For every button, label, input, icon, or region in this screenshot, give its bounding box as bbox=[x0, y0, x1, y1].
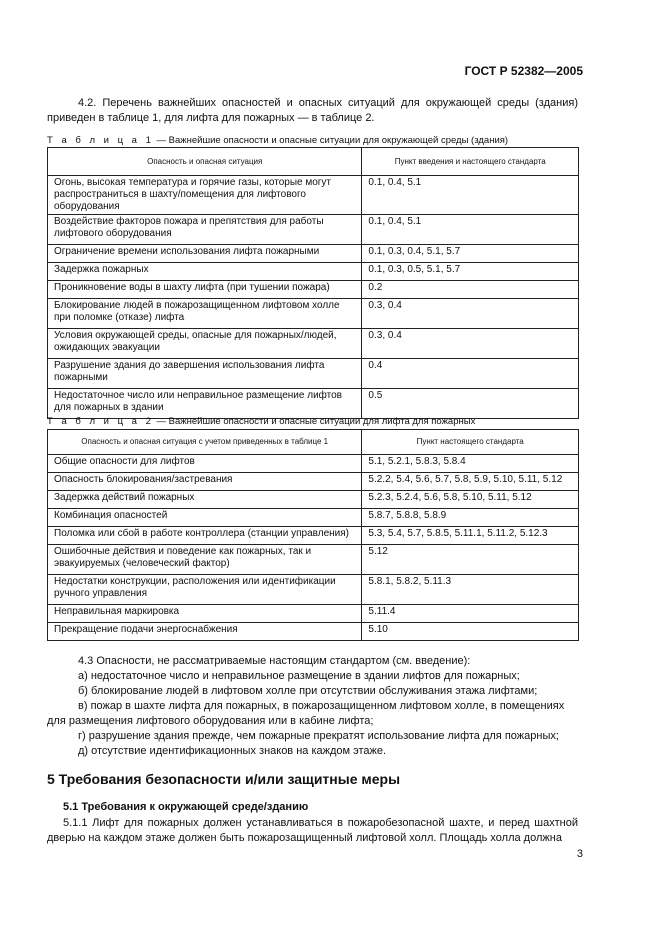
clause-cell: 0.5 bbox=[362, 389, 579, 419]
exclusion-item-a: а) недостаточное число и неправильное размещение в здании лифтов для пожарных; bbox=[78, 670, 520, 682]
table-row bbox=[48, 329, 579, 359]
clause-cell: 5.11.4 bbox=[362, 605, 579, 623]
table-row bbox=[48, 263, 579, 281]
table2-caption-prefix: Т а б л и ц а 2 bbox=[47, 416, 154, 427]
hazard-cell: Комбинация опасностей bbox=[48, 509, 362, 527]
hazard-cell: Прекращение подачи энергоснабжения bbox=[48, 623, 362, 641]
clause-cell: 0.3, 0.4 bbox=[362, 329, 579, 359]
clause-cell: 0.1, 0.4, 5.1 bbox=[362, 215, 579, 245]
table1-header-hazard: Опасность и опасная ситуация bbox=[48, 148, 362, 176]
hazard-cell: Поломка или сбой в работе контроллера (станции управления) bbox=[48, 527, 362, 545]
table-row bbox=[48, 176, 579, 215]
table-row bbox=[48, 245, 579, 263]
table-row bbox=[48, 455, 579, 473]
table-environment-hazards bbox=[47, 147, 579, 419]
table-row bbox=[48, 527, 579, 545]
hazard-cell: Задержка действий пожарных bbox=[48, 491, 362, 509]
exclusion-item-e: д) отсутствие идентификационных знаков на каждом этаже. bbox=[78, 745, 387, 757]
exclusion-item-d: г) разрушение здания прежде, чем пожарные прекратят использование лифта для пожарных; bbox=[78, 730, 559, 742]
intro-paragraph: 4.2. Перечень важнейших опасностей и опасных ситуаций для окружающей среды (здания) приведен в таблице 1, для лифта для пожарных — в таблице 2. bbox=[47, 97, 578, 124]
hazard-cell: Проникновение воды в шахту лифта (при тушении пожара) bbox=[48, 281, 362, 299]
clause-cell: 5.8.1, 5.8.2, 5.11.3 bbox=[362, 575, 579, 605]
hazard-cell: Общие опасности для лифтов bbox=[48, 455, 362, 473]
table1-caption bbox=[47, 135, 508, 146]
section-4-3-lead: 4.3 Опасности, не рассматриваемые настоящим стандартом (см. введение): bbox=[78, 655, 471, 667]
table1-caption-prefix: Т а б л и ц а 1 bbox=[47, 135, 154, 146]
table1-caption-text: — Важнейшие опасности и опасные ситуации для окружающей среды (здания) bbox=[153, 135, 509, 146]
table-row bbox=[48, 299, 579, 329]
table2-caption-text: — Важнейшие опасности и опасные ситуации для лифта для пожарных bbox=[153, 416, 476, 427]
table-row bbox=[48, 545, 579, 575]
table2-header-clause: Пункт настоящего стандарта bbox=[362, 430, 579, 455]
table-row bbox=[48, 281, 579, 299]
clause-cell: 5.2.2, 5.4, 5.6, 5.7, 5.8, 5.9, 5.10, 5.11, 5.12 bbox=[362, 473, 579, 491]
document-code-header: ГОСТ Р 52382—2005 bbox=[464, 64, 583, 78]
clause-cell: 5.2.3, 5.2.4, 5.6, 5.8, 5.10, 5.11, 5.12 bbox=[362, 491, 579, 509]
table-row bbox=[48, 359, 579, 389]
hazard-cell: Воздействие факторов пожара и препятствия для работы лифтового оборудования bbox=[48, 215, 362, 245]
hazard-cell: Блокирование людей в пожарозащищенном лифтовом холле при поломке (отказе) лифта bbox=[48, 299, 362, 329]
table-row bbox=[48, 389, 579, 419]
table-row bbox=[48, 473, 579, 491]
exclusion-item-b: б) блокирование людей в лифтовом холле при отсутствии обслуживания этажа лифтами; bbox=[78, 685, 538, 697]
clause-cell: 5.1, 5.2.1, 5.8.3, 5.8.4 bbox=[362, 455, 579, 473]
clause-cell: 5.10 bbox=[362, 623, 579, 641]
exclusion-item-c: в) пожар в шахте лифта для пожарных, в пожарозащищенном лифтовом холле, в помещениях для размещения лифтового оборудования или в кабине лифта; bbox=[47, 700, 565, 727]
hazard-cell: Недостатки конструкции, расположения или идентификации ручного управления bbox=[48, 575, 362, 605]
table-row bbox=[48, 623, 579, 641]
clause-cell: 0.1, 0.3, 0.5, 5.1, 5.7 bbox=[362, 263, 579, 281]
section-5-1-1-text: 5.1.1 Лифт для пожарных должен устанавливаться в пожаробезопасной шахте, и перед шахтной дверью на каждом этаже должен быть пожарозащищенный лифтовой холл. Площадь холла должна bbox=[47, 817, 578, 844]
clause-cell: 0.3, 0.4 bbox=[362, 299, 579, 329]
table-row bbox=[48, 605, 579, 623]
section-5-1-title: 5.1 Требования к окружающей среде/зданию bbox=[63, 801, 309, 813]
clause-cell: 5.8.7, 5.8.8, 5.8.9 bbox=[362, 509, 579, 527]
hazard-cell: Задержка пожарных bbox=[48, 263, 362, 281]
hazard-cell: Недостаточное число или неправильное размещение лифтов для пожарных в здании bbox=[48, 389, 362, 419]
hazard-cell: Условия окружающей среды, опасные для пожарных/людей, ожидающих эвакуации bbox=[48, 329, 362, 359]
clause-cell: 0.2 bbox=[362, 281, 579, 299]
clause-cell: 0.4 bbox=[362, 359, 579, 389]
table-row bbox=[48, 575, 579, 605]
page-number: 3 bbox=[576, 848, 583, 860]
hazard-cell: Ограничение времени использования лифта пожарными bbox=[48, 245, 362, 263]
section-5-title: 5 Требования безопасности и/или защитные меры bbox=[47, 771, 401, 787]
table2-caption bbox=[47, 416, 475, 427]
table2-header-hazard: Опасность и опасная ситуация с учетом приведенных в таблице 1 bbox=[48, 430, 362, 455]
clause-cell: 5.12 bbox=[362, 545, 579, 575]
hazard-cell: Разрушение здания до завершения использования лифта пожарными bbox=[48, 359, 362, 389]
hazard-cell: Огонь, высокая температура и горячие газы, которые могут распространиться в шахту/помещения для лифтового оборудования bbox=[48, 176, 362, 215]
clause-cell: 0.1, 0.4, 5.1 bbox=[362, 176, 579, 215]
table-firefighter-lift-hazards bbox=[47, 429, 579, 641]
table-row bbox=[48, 491, 579, 509]
hazard-cell: Опасность блокирования/застревания bbox=[48, 473, 362, 491]
table-row bbox=[48, 509, 579, 527]
table1-header-clause: Пункт введения и настоящего стандарта bbox=[362, 148, 579, 176]
hazard-cell: Неправильная маркировка bbox=[48, 605, 362, 623]
clause-cell: 0.1, 0.3, 0.4, 5.1, 5.7 bbox=[362, 245, 579, 263]
clause-cell: 5.3, 5.4, 5.7, 5.8.5, 5.11.1, 5.11.2, 5.12.3 bbox=[362, 527, 579, 545]
table-row bbox=[48, 215, 579, 245]
hazard-cell: Ошибочные действия и поведение как пожарных, так и эвакуируемых (человеческий фактор) bbox=[48, 545, 362, 575]
